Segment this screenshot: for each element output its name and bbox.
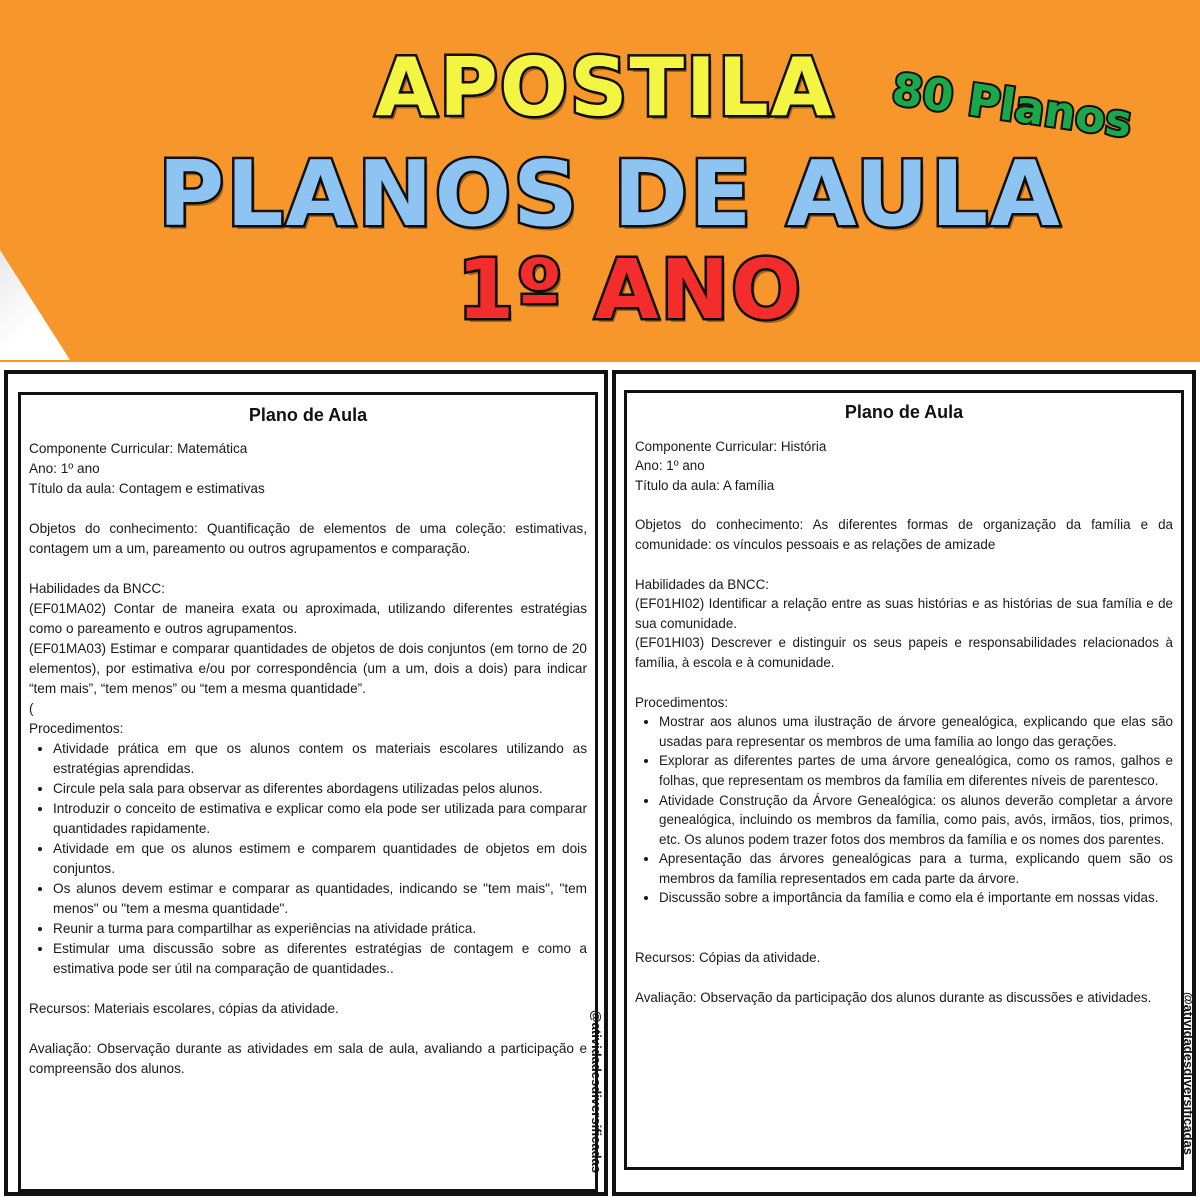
procedimentos-list [635,712,1173,908]
watermark-handle: @atividadesdiversificadas [1181,992,1196,1155]
lesson-plan-page-matematica [4,370,608,1196]
avaliacao: Avaliação: Observação da participação dos alunos durante as discussões e atividades. [635,989,1152,1005]
badge-80-planos: 80 Planos [888,64,1135,149]
watermark-handle: @atividadesdiversificadas [589,1010,604,1173]
habilidades-label: Habilidades da BNCC: [635,576,769,592]
list-item: • Os alunos devem estimar e comparar as quantidades, indicando se "tem mais", "tem menos" ou "tem a mesma quantidade". [53,879,587,919]
avaliacao: Avaliação: Observação durante as atividades em sala de aula, avaliando a participação e compreensão dos alunos. [29,1041,587,1076]
plan-title: Plano de Aula [844,402,964,422]
procedimentos-label: Procedimentos: [29,721,124,736]
ano: Ano: 1º ano [29,461,100,476]
recursos: Recursos: Materiais escolares, cópias da atividade. [29,1001,339,1016]
header-banner [0,0,1200,362]
list-item: • Reunir a turma para compartilhar as experiências na atividade prática. [53,919,587,939]
banner-title-apostila: APOSTILA [375,41,835,134]
stray-parenthesis: ( [29,701,34,716]
page-content [627,403,1181,1007]
procedimentos-list [29,739,587,979]
list-item: • Atividade Construção da Árvore Genealógica: os alunos deverão completar a árvore genealógica, incluindo os membros da família, como pais, avós, irmãos, tios, primos, etc. Os alunos podem trazer fotos dos membros da família e os nomes dos parentes. [659,791,1173,850]
list-item: • Circule pela sala para observar as diferentes abordagens utilizadas pelos alunos. [53,779,587,799]
habilidade-ef01hi02: (EF01HI02) Identificar a relação entre as suas histórias e as histórias de sua família e de sua comunidade. [635,596,1173,631]
recursos: Recursos: Cópias da atividade. [635,950,821,966]
page-inner-border [624,390,1184,1170]
page-inner-border [18,392,598,1192]
componente-curricular: Componente Curricular: História [635,438,827,454]
list-item: • Estimular uma discussão sobre as diferentes estratégias de contagem e como a estimativa pode ser útil na comparação de quantidades.. [53,939,587,979]
habilidade-ef01hi03: (EF01HI03) Descrever e distinguir os seus papeis e responsabilidades relacionados à família, à escola e à comunidade. [635,635,1173,670]
banner-title-ano: 1º ANO [457,243,803,338]
habilidade-ef01ma02: (EF01MA02) Contar de maneira exata ou aproximada, utilizando diferentes estratégias como o pareamento e outros agrupamentos. [29,601,587,636]
list-item: • Discussão sobre a importância da família e como ela é importante em nossas vidas. [659,888,1173,908]
list-item: • Explorar as diferentes partes de uma árvore genealógica, como os ramos, galhos e folhas, que representam os membros da família em diferentes níveis de parentesco. [659,751,1173,790]
componente-curricular: Componente Curricular: Matemática [29,441,248,456]
page-content [21,405,595,1079]
objetos-do-conhecimento: Objetos do conhecimento: As diferentes formas de organização da família e da comunidade: os vínculos pessoais e as relações de amizade [635,517,1173,552]
list-item: • Atividade em que os alunos estimem e comparem quantidades de objetos em dois conjuntos. [53,839,587,879]
habilidades-label: Habilidades da BNCC: [29,581,166,596]
plan-title: Plano de Aula [248,405,368,425]
habilidade-ef01ma03: (EF01MA03) Estimar e comparar quantidades de objetos de dois conjuntos (em torno de 20 elementos), por estimativa e/ou por correspondência (um a um, dois a dois) para indicar “tem mais”, “tem menos” ou “tem a mesma quantidade”. [29,641,587,696]
list-item: • Apresentação das árvores genealógicas para a turma, explicando quem são os membros da família representados em cada parte da árvore. [659,849,1173,888]
banner-title-planos-de-aula: PLANOS DE AULA [158,142,1062,247]
list-item: • Introduzir o conceito de estimativa e explicar como ela pode ser utilizada para comparar quantidades rapidamente. [53,799,587,839]
lesson-plan-page-historia [612,370,1196,1196]
list-item: • Atividade prática em que os alunos contem os materiais escolares utilizando as estratégias aprendidas. [53,739,587,779]
ano: Ano: 1º ano [635,458,705,474]
titulo-da-aula: Título da aula: A família [635,477,775,493]
objetos-do-conhecimento: Objetos do conhecimento: Quantificação de elementos de uma coleção: estimativas, contagem um a um, pareamento ou outros agrupamentos e comparação. [29,521,587,556]
procedimentos-label: Procedimentos: [635,694,729,710]
list-item: • Mostrar aos alunos uma ilustração de árvore genealógica, explicando que elas são usadas para representar os membros de uma família ao longo das gerações. [659,712,1173,751]
titulo-da-aula: Título da aula: Contagem e estimativas [29,481,265,496]
